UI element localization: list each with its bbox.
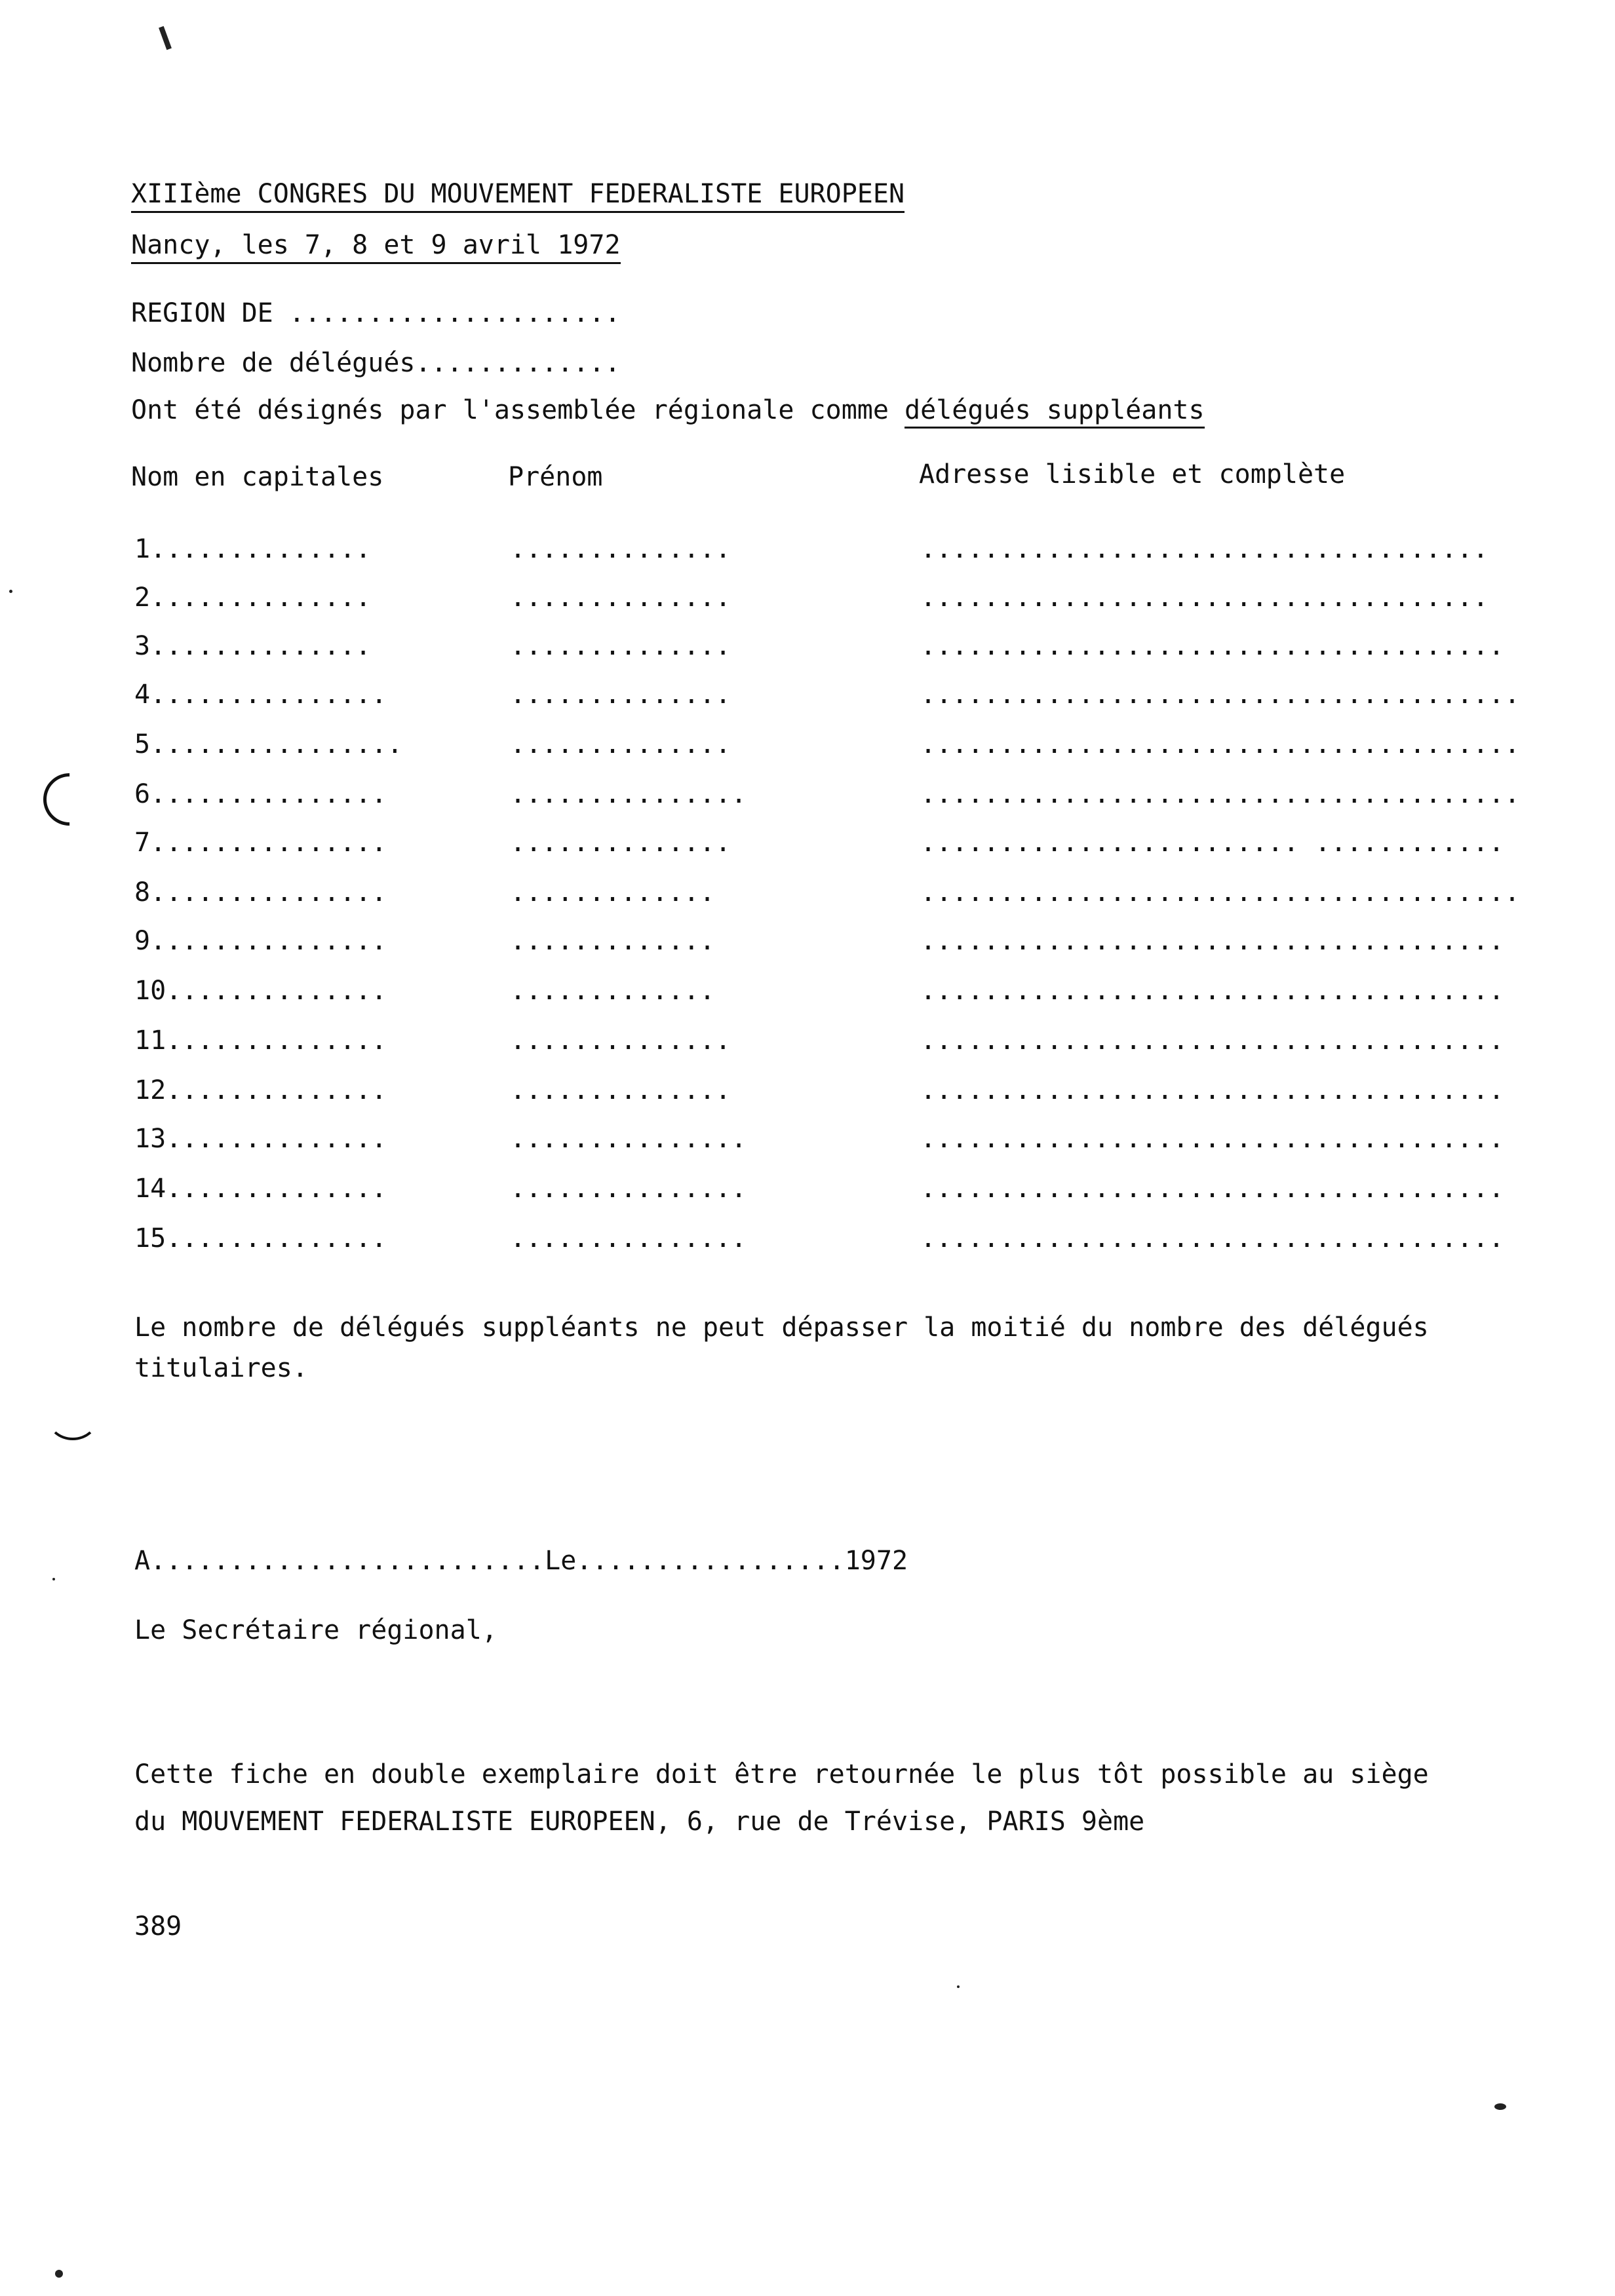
congress-date: Nancy, les 7, 8 et 9 avril 1972 — [131, 229, 621, 264]
row-5-adresse-field[interactable]: ...................................... — [920, 729, 1521, 759]
row-3-adresse-field[interactable]: ..................................... — [920, 631, 1505, 661]
row-14-prenom-field[interactable]: ............... — [510, 1174, 747, 1204]
footer-line-1: Cette fiche en double exemplaire doit être retournée le plus tôt possible au siège — [134, 1759, 1429, 1789]
binder-hole-mark — [47, 1396, 98, 1440]
row-12-nom-field[interactable]: 12.............. — [134, 1075, 387, 1105]
row-7-nom-field[interactable]: 7............... — [134, 828, 387, 858]
row-15-adresse-field[interactable]: ..................................... — [920, 1223, 1505, 1253]
row-13-adresse-field[interactable]: ..................................... — [920, 1124, 1505, 1154]
scan-speck — [957, 1985, 960, 1988]
row-13-prenom-field[interactable]: ............... — [510, 1124, 747, 1154]
row-13-nom-field[interactable]: 13.............. — [134, 1124, 387, 1154]
column-header-prenom: Prénom — [508, 462, 603, 492]
scan-mark — [159, 26, 172, 50]
place-date-field[interactable]: A.........................Le.................1972 — [134, 1546, 908, 1576]
row-15-nom-field[interactable]: 15.............. — [134, 1223, 387, 1253]
scan-speck — [9, 590, 12, 593]
row-10-adresse-field[interactable]: ..................................... — [920, 976, 1505, 1006]
row-4-adresse-field[interactable]: ...................................... — [920, 679, 1521, 710]
scan-speck — [55, 2270, 63, 2278]
row-2-nom-field[interactable]: 2.............. — [134, 583, 372, 613]
note-line-1: Le nombre de délégués suppléants ne peut dépasser la moitié du nombre des délégués — [134, 1312, 1429, 1343]
footer-line-2: du MOUVEMENT FEDERALISTE EUROPEEN, 6, rue de Trévise, PARIS 9ème — [134, 1807, 1145, 1837]
note-line-2: titulaires. — [134, 1353, 308, 1383]
row-4-prenom-field[interactable]: .............. — [510, 679, 731, 710]
region-field[interactable]: REGION DE ..................... — [131, 298, 621, 328]
row-14-adresse-field[interactable]: ..................................... — [920, 1174, 1505, 1204]
scan-speck — [52, 1578, 55, 1580]
row-6-nom-field[interactable]: 6............... — [134, 779, 387, 809]
delegates-count-field[interactable]: Nombre de délégués............. — [131, 348, 621, 378]
binder-hole-mark — [32, 762, 106, 836]
row-1-adresse-field[interactable]: .................................... — [920, 534, 1489, 564]
row-8-prenom-field[interactable]: ............. — [510, 877, 716, 908]
row-7-prenom-field[interactable]: .............. — [510, 828, 731, 858]
row-12-adresse-field[interactable]: ..................................... — [920, 1075, 1505, 1105]
column-header-nom: Nom en capitales — [131, 462, 384, 492]
row-5-prenom-field[interactable]: .............. — [510, 729, 731, 759]
row-3-prenom-field[interactable]: .............. — [510, 631, 731, 661]
row-15-prenom-field[interactable]: ............... — [510, 1223, 747, 1253]
designation-line — [131, 394, 1205, 426]
row-10-prenom-field[interactable]: ............. — [510, 976, 716, 1006]
row-11-nom-field[interactable]: 11.............. — [134, 1025, 387, 1056]
row-5-nom-field[interactable]: 5................ — [134, 729, 403, 759]
secretary-label: Le Secrétaire régional, — [134, 1615, 497, 1645]
row-10-nom-field[interactable]: 10.............. — [134, 976, 387, 1006]
row-8-nom-field[interactable]: 8............... — [134, 877, 387, 908]
row-4-nom-field[interactable]: 4............... — [134, 679, 387, 710]
row-7-adresse-field[interactable]: ........................ ............ — [920, 828, 1505, 858]
congress-title: XIIIème CONGRES DU MOUVEMENT FEDERALISTE EUROPEEN — [131, 178, 905, 213]
row-6-adresse-field[interactable]: ...................................... — [920, 779, 1521, 809]
row-9-adresse-field[interactable]: ..................................... — [920, 926, 1505, 956]
row-11-prenom-field[interactable]: .............. — [510, 1025, 731, 1056]
row-1-prenom-field[interactable]: .............. — [510, 534, 731, 564]
page-number: 389 — [134, 1911, 182, 1942]
row-6-prenom-field[interactable]: ............... — [510, 779, 747, 809]
row-9-nom-field[interactable]: 9............... — [134, 926, 387, 956]
column-header-adresse: Adresse lisible et complète — [919, 459, 1346, 489]
row-8-adresse-field[interactable]: ...................................... — [920, 877, 1521, 908]
row-1-nom-field[interactable]: 1.............. — [134, 534, 372, 564]
row-3-nom-field[interactable]: 3.............. — [134, 631, 372, 661]
row-11-adresse-field[interactable]: ..................................... — [920, 1025, 1505, 1056]
designation-emphasis: délégués suppléants — [905, 395, 1205, 429]
row-14-nom-field[interactable]: 14.............. — [134, 1174, 387, 1204]
scan-speck — [1494, 2103, 1506, 2110]
row-2-adresse-field[interactable]: .................................... — [920, 583, 1489, 613]
designation-text: Ont été désignés par l'assemblée régionale comme — [131, 395, 905, 425]
row-12-prenom-field[interactable]: .............. — [510, 1075, 731, 1105]
row-9-prenom-field[interactable]: ............. — [510, 926, 716, 956]
row-2-prenom-field[interactable]: .............. — [510, 583, 731, 613]
